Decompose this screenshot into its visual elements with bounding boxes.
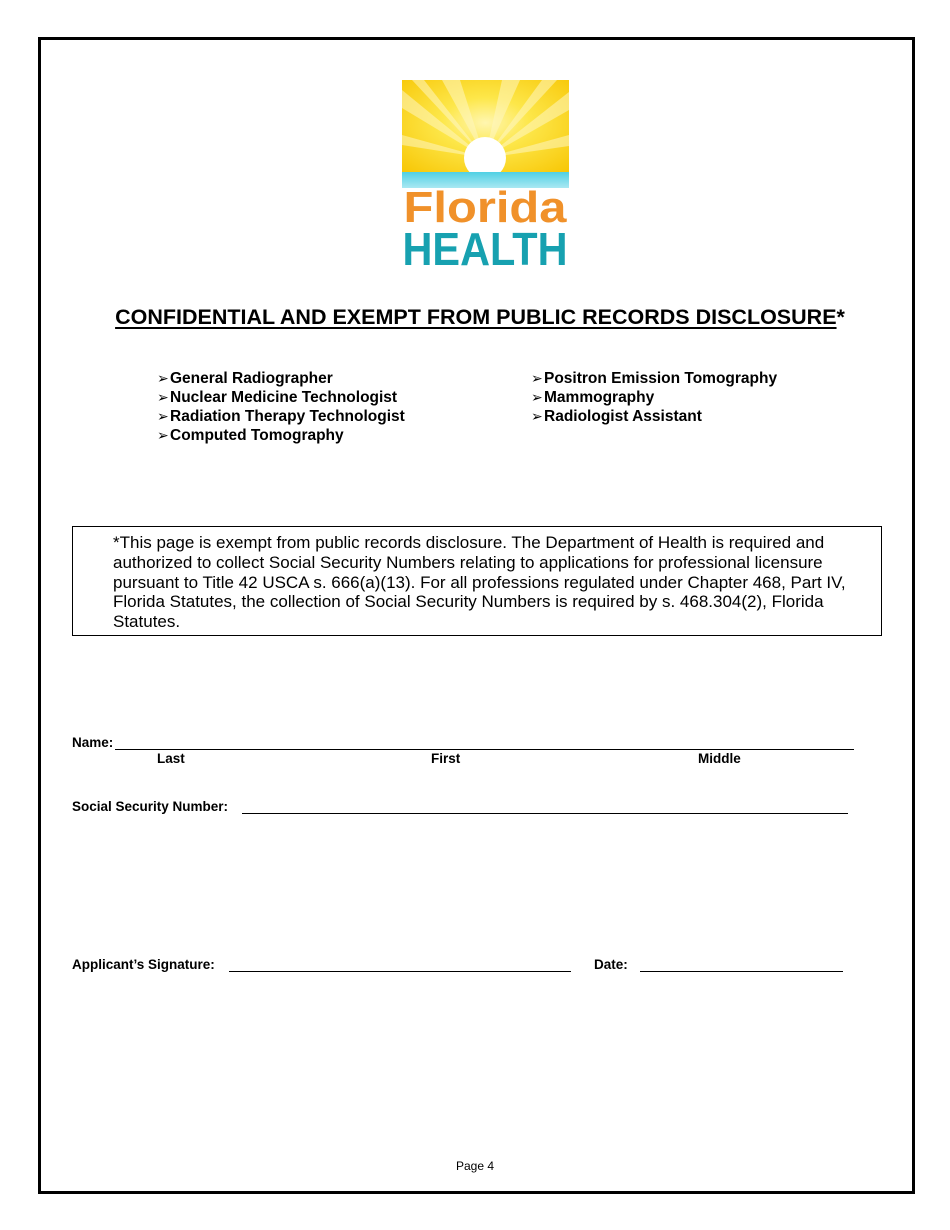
exemption-notice: *This page is exempt from public records disclosure. The Department of Health is required and authorized to collect Social Security Numbers relating to applications for professional licensure pursuant to Title 42 USCA s. 666(a)(13). For all professions regulated under Chapter 468, Part IV, Florida Statutes, the collection of Social Security Numbers is required by s. 468.304(2), Florida Statutes. [72,526,882,636]
arrow-bullet-icon: ➢ [531,408,543,424]
arrow-bullet-icon: ➢ [531,370,543,386]
name-last-caption: Last [157,751,185,766]
list-item: ➢General Radiographer [157,370,333,387]
florida-health-logo [402,80,569,266]
name-field[interactable] [115,735,854,750]
signature-field[interactable] [229,957,571,972]
list-item: ➢Nuclear Medicine Technologist [157,389,398,406]
list-item: ➢Mammography [531,389,655,406]
list-item: ➢Radiologist Assistant [531,408,702,425]
list-item: ➢Positron Emission Tomography [531,370,778,387]
page-title [0,305,950,330]
date-label: Date: [594,957,628,972]
ssn-field[interactable] [242,799,848,814]
arrow-bullet-icon: ➢ [157,427,169,443]
signature-label: Applicant’s Signature: [72,957,215,972]
profession-list-right [531,369,777,426]
name-label: Name: [72,735,114,750]
ssn-label: Social Security Number: [72,799,229,814]
date-field[interactable] [640,957,843,972]
list-item: ➢Radiation Therapy Technologist [157,408,405,425]
logo-word-florida: Florida [403,183,568,232]
arrow-bullet-icon: ➢ [157,389,169,405]
page-title-asterisk: * [836,305,845,329]
profession-list-left [157,369,405,445]
arrow-bullet-icon: ➢ [157,408,169,424]
arrow-bullet-icon: ➢ [157,370,169,386]
page-title-text: CONFIDENTIAL AND EXEMPT FROM PUBLIC RECORDS DISCLOSURE [115,305,837,329]
logo-word-health: HEALTH [402,223,568,266]
arrow-bullet-icon: ➢ [531,389,543,405]
list-item: ➢Computed Tomography [157,427,344,444]
page-number: Page 4 [455,1159,495,1173]
name-middle-caption: Middle [698,751,741,766]
name-first-caption: First [431,751,461,766]
